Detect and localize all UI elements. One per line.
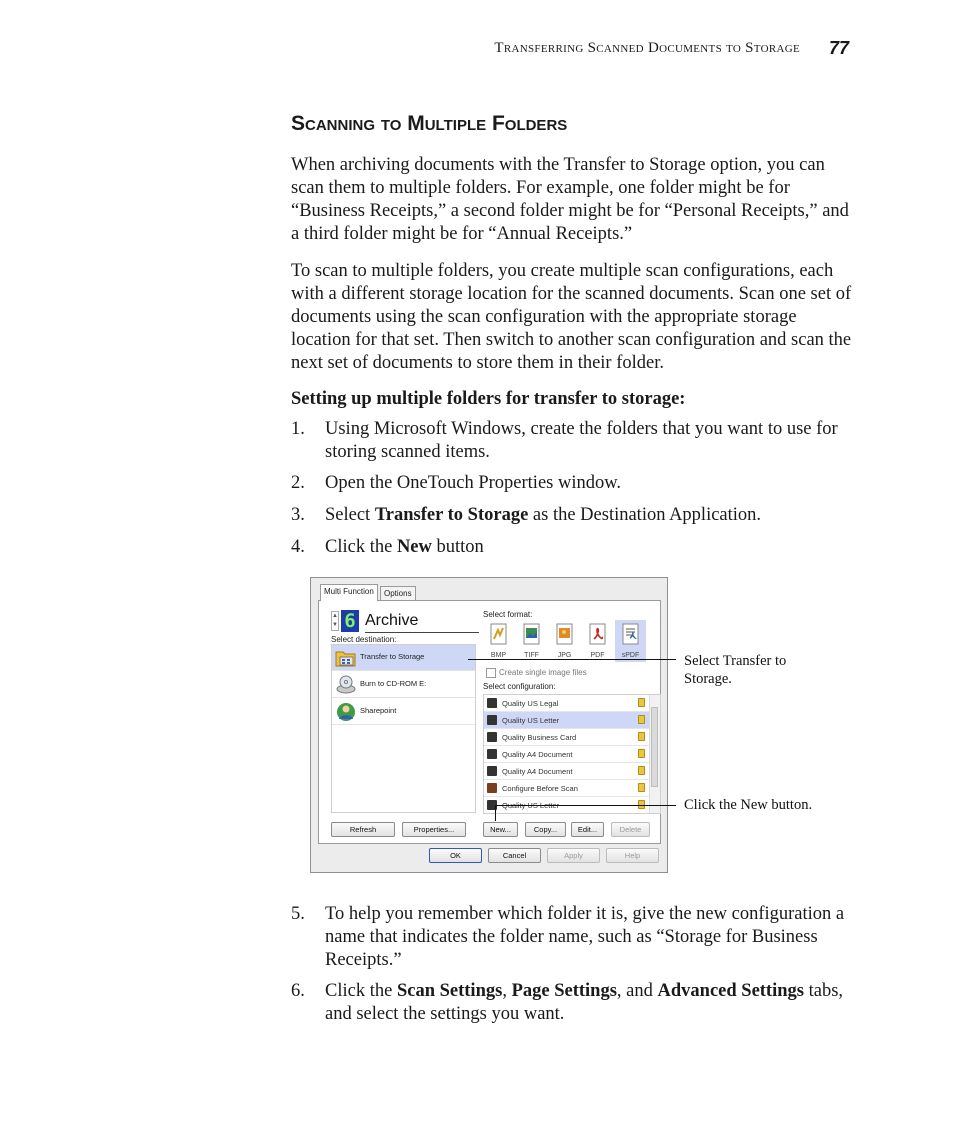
step-text: Using Microsoft Windows, create the folders that you want to use for storing scanned items.: [325, 419, 838, 462]
storage-folder-icon: [335, 648, 357, 668]
lock-icon: [638, 783, 645, 792]
spdf-file-icon: [622, 623, 640, 645]
configuration-item[interactable]: [484, 712, 649, 729]
lock-icon: [638, 749, 645, 758]
select-configuration-label: Select configuration:: [483, 682, 556, 691]
scan-config-icon: [487, 732, 497, 742]
step-text-part: ,: [502, 981, 512, 1001]
destination-item-transfer-to-storage[interactable]: [332, 645, 475, 671]
lock-icon: [638, 732, 645, 741]
configuration-label: Quality A4 Document: [502, 750, 573, 759]
lock-icon: [638, 715, 645, 724]
scrollbar-thumb[interactable]: [651, 707, 658, 787]
configuration-label: Configure Before Scan: [502, 784, 578, 793]
refresh-button[interactable]: Refresh: [331, 822, 395, 837]
step-text: To help you remember which folder it is, give the new configuration a name that indicates the folder name, such as “Storage for Business Receipts.”: [325, 904, 845, 970]
button-selector: [331, 609, 479, 633]
properties-button[interactable]: Properties...: [402, 822, 466, 837]
running-head: Transferring Scanned Documents to Storage: [494, 40, 800, 56]
step-5: [291, 903, 857, 972]
step-text-part: Click the: [325, 537, 397, 557]
ok-button[interactable]: OK: [429, 848, 482, 863]
step-emphasis: Scan Settings: [396, 981, 503, 1001]
configure-before-scan-icon: [487, 783, 497, 793]
format-label: sPDF: [621, 652, 640, 659]
format-label: JPG: [557, 652, 572, 659]
sharepoint-icon: [335, 702, 357, 722]
procedure-heading: Setting up multiple folders for transfer to storage:: [291, 389, 686, 409]
destination-item-sharepoint[interactable]: [332, 699, 475, 725]
step-number: 6.: [291, 981, 305, 1001]
step-number: 1.: [291, 419, 305, 439]
bmp-file-icon: [490, 623, 508, 645]
help-button[interactable]: Help: [606, 848, 659, 863]
callout-leader-transfer: [468, 659, 676, 660]
cancel-button[interactable]: Cancel: [488, 848, 541, 863]
single-image-checkbox[interactable]: [486, 668, 496, 678]
format-list: [483, 620, 650, 662]
single-image-label: Create single image files: [499, 668, 587, 677]
format-label: BMP: [490, 652, 507, 659]
pdf-file-icon: [589, 623, 607, 645]
step-emphasis: Advanced Settings: [657, 981, 804, 1001]
scan-config-icon: [487, 715, 497, 725]
callout-leader-new-vertical: [495, 805, 496, 821]
step-emphasis: Page Settings: [511, 981, 617, 1001]
destination-label: Transfer to Storage: [360, 652, 425, 661]
scan-config-icon: [487, 749, 497, 759]
step-number: 4.: [291, 537, 305, 557]
configuration-item[interactable]: [484, 746, 649, 763]
step-text-part: tabs, and select the settings you want.: [325, 981, 844, 1024]
step-text-part: as the Destination Application.: [528, 505, 762, 525]
step-text-part: Select: [325, 505, 375, 525]
button-number-display: 6: [341, 610, 359, 632]
configuration-list: [483, 694, 661, 814]
select-destination-label: Select destination:: [331, 635, 397, 644]
step-text: [325, 504, 857, 527]
callout-leader-new: [495, 805, 676, 806]
step-text: [325, 980, 857, 1026]
step-emphasis: Transfer to Storage: [374, 505, 529, 525]
apply-button[interactable]: Apply: [547, 848, 600, 863]
configuration-item[interactable]: [484, 763, 649, 780]
divider: [365, 632, 479, 633]
delete-button[interactable]: Delete: [611, 822, 650, 837]
button-name: Archive: [365, 612, 419, 629]
paragraph-2: To scan to multiple folders, you create multiple scan configurations, each with a different storage location for the scanned documents. Scan one set of documents using the scan configuration with the appropriate storage location for that set. Then switch to another scan configuration and scan the next set of documents to store them in their folder.: [291, 261, 852, 373]
cd-burn-icon: [335, 675, 357, 695]
callout-transfer-to-storage: Select Transfer to Storage.: [684, 653, 787, 687]
step-2: [291, 472, 857, 495]
section-title: Scanning to Multiple Folders: [291, 112, 568, 135]
configuration-scrollbar[interactable]: [649, 695, 660, 813]
scan-config-icon: [487, 698, 497, 708]
step-4: [291, 536, 857, 559]
onetouch-properties-dialog: [310, 577, 668, 873]
edit-button[interactable]: Edit...: [571, 822, 604, 837]
destination-list: [331, 644, 476, 813]
step-6: [291, 980, 857, 1026]
step-number: 5.: [291, 904, 305, 924]
step-number: 3.: [291, 505, 305, 525]
button-spinner[interactable]: ▲ ▼: [331, 611, 339, 631]
tiff-file-icon: [523, 623, 541, 645]
configuration-item[interactable]: [484, 695, 649, 712]
copy-button[interactable]: Copy...: [525, 822, 566, 837]
configuration-label: Quality A4 Document: [502, 767, 573, 776]
step-text: [325, 536, 857, 559]
step-text-part: , and: [616, 981, 658, 1001]
format-jpg[interactable]: [549, 620, 580, 662]
destination-label: Burn to CD-ROM E:: [360, 679, 427, 688]
format-label: TIFF: [524, 652, 539, 659]
format-spdf[interactable]: [615, 620, 646, 662]
select-format-label: Select format:: [483, 610, 533, 619]
format-label: PDF: [590, 652, 605, 659]
configuration-label: Quality Business Card: [502, 733, 577, 742]
tab-options[interactable]: Options: [380, 586, 416, 601]
new-button[interactable]: New...: [483, 822, 518, 837]
format-tiff[interactable]: [516, 620, 547, 662]
configuration-item[interactable]: [484, 729, 649, 746]
configuration-label: Quality US Legal: [502, 699, 559, 708]
format-bmp[interactable]: [483, 620, 514, 662]
lock-icon: [638, 766, 645, 775]
step-1: [291, 418, 857, 464]
step-number: 2.: [291, 473, 305, 493]
step-text: Open the OneTouch Properties window.: [325, 473, 622, 493]
destination-label: Sharepoint: [360, 706, 397, 715]
destination-item-burn-to-cd[interactable]: [332, 672, 475, 698]
step-text-part: button: [431, 537, 484, 557]
step-3: [291, 504, 857, 527]
step-text-part: Click the: [325, 981, 397, 1001]
scan-config-icon: [487, 766, 497, 776]
paragraph-1: When archiving documents with the Transfer to Storage option, you can scan them to multiple folders. For example, one folder might be for “Business Receipts,” a second folder might be for “Personal Receipts,” and a third folder might be for “Annual Receipts.”: [291, 155, 849, 244]
tab-panel: [318, 600, 661, 844]
page-number: 77: [829, 38, 850, 58]
tab-multi-function[interactable]: Multi Function: [320, 584, 378, 601]
configuration-label: Quality US Letter: [502, 716, 560, 725]
callout-new-button: Click the New button.: [684, 797, 813, 813]
configuration-item[interactable]: [484, 780, 649, 797]
format-pdf[interactable]: [582, 620, 613, 662]
jpg-file-icon: [556, 623, 574, 645]
lock-icon: [638, 698, 645, 707]
step-emphasis: New: [396, 537, 432, 557]
